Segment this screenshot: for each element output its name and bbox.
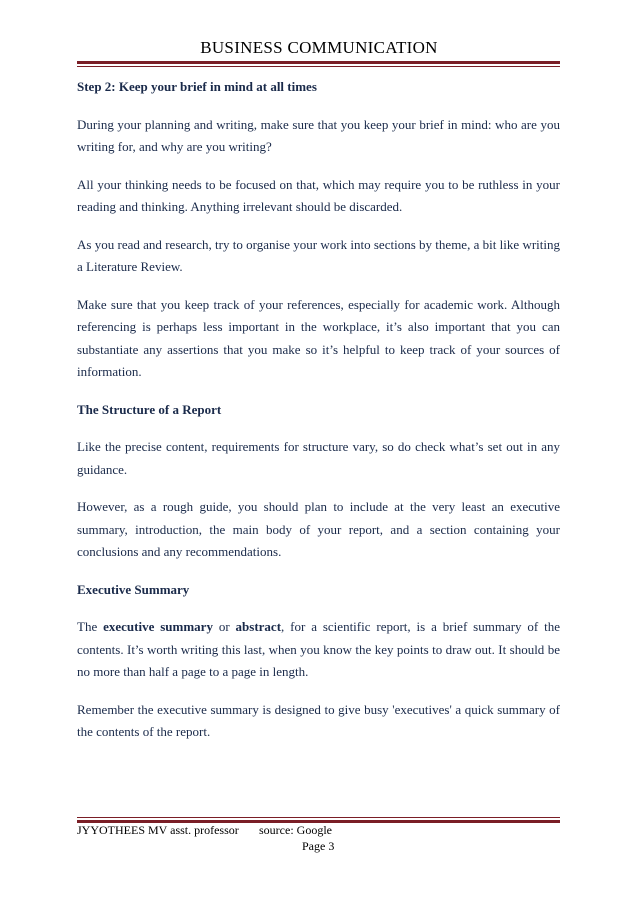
- paragraph-brief: During your planning and writing, make sure that you keep your brief in mind: who are you writing for, and why are you writing?: [77, 116, 560, 154]
- paragraph-rough-guide: However, as a rough guide, you should plan to include at the very least an executive summary, introduction, the main body of your report, and a section containing your conclusions and any recommendations.: [77, 499, 560, 559]
- page-footer: [77, 823, 332, 838]
- executive-summary-heading: Executive Summary: [77, 581, 190, 597]
- page-label: Page: [302, 839, 326, 853]
- term-executive-summary: executive summary: [103, 619, 213, 634]
- structure-heading: The Structure of a Report: [77, 401, 222, 417]
- exec-or-text: or: [212, 619, 236, 634]
- footer-rule-thin: [77, 817, 560, 818]
- header-rule-thin: [77, 66, 560, 67]
- paragraph-organise: As you read and research, try to organise your work into sections by theme, a bit like writing a Literature Review.: [77, 236, 560, 274]
- paragraph-focus: All your thinking needs to be focused on that, which may require you to be ruthless in your reading and thinking. Anything irrelevant should be discarded.: [77, 176, 560, 214]
- document-body: [77, 76, 560, 759]
- page-header-title: BUSINESS COMMUNICATION: [200, 38, 438, 57]
- footer-source: source: Google: [259, 823, 332, 837]
- term-abstract: abstract: [235, 619, 282, 634]
- page-number: [302, 839, 334, 854]
- page-number-value: 3: [328, 839, 335, 853]
- paragraph-remember: Remember the executive summary is designed to give busy 'executives' a quick summary of the contents of the report.: [77, 701, 560, 739]
- step2-heading: Step 2: Keep your brief in mind at all times: [77, 79, 317, 94]
- exec-rest-text: , for a scientific report, is a brief summary of the contents. It’s worth writing this last, when you know the key points to draw out. It should be no more than half a page to a page in length.: [77, 619, 561, 679]
- paragraph-structure-vary: Like the precise content, requirements for structure vary, so do check what’s set out in any guidance.: [77, 439, 560, 477]
- header-rule-thick: [77, 61, 560, 64]
- paragraph-references: Make sure that you keep track of your references, especially for academic work. Although referencing is perhaps less important in the workplace, it’s also important that you can substantiate any assertions that you make so it’s helpful to keep track of your sources of information.: [77, 296, 560, 379]
- exec-lead-text: The: [77, 619, 104, 634]
- footer-author: JYYOTHEES MV asst. professor: [77, 823, 239, 837]
- paragraph-executive-summary: [77, 616, 560, 684]
